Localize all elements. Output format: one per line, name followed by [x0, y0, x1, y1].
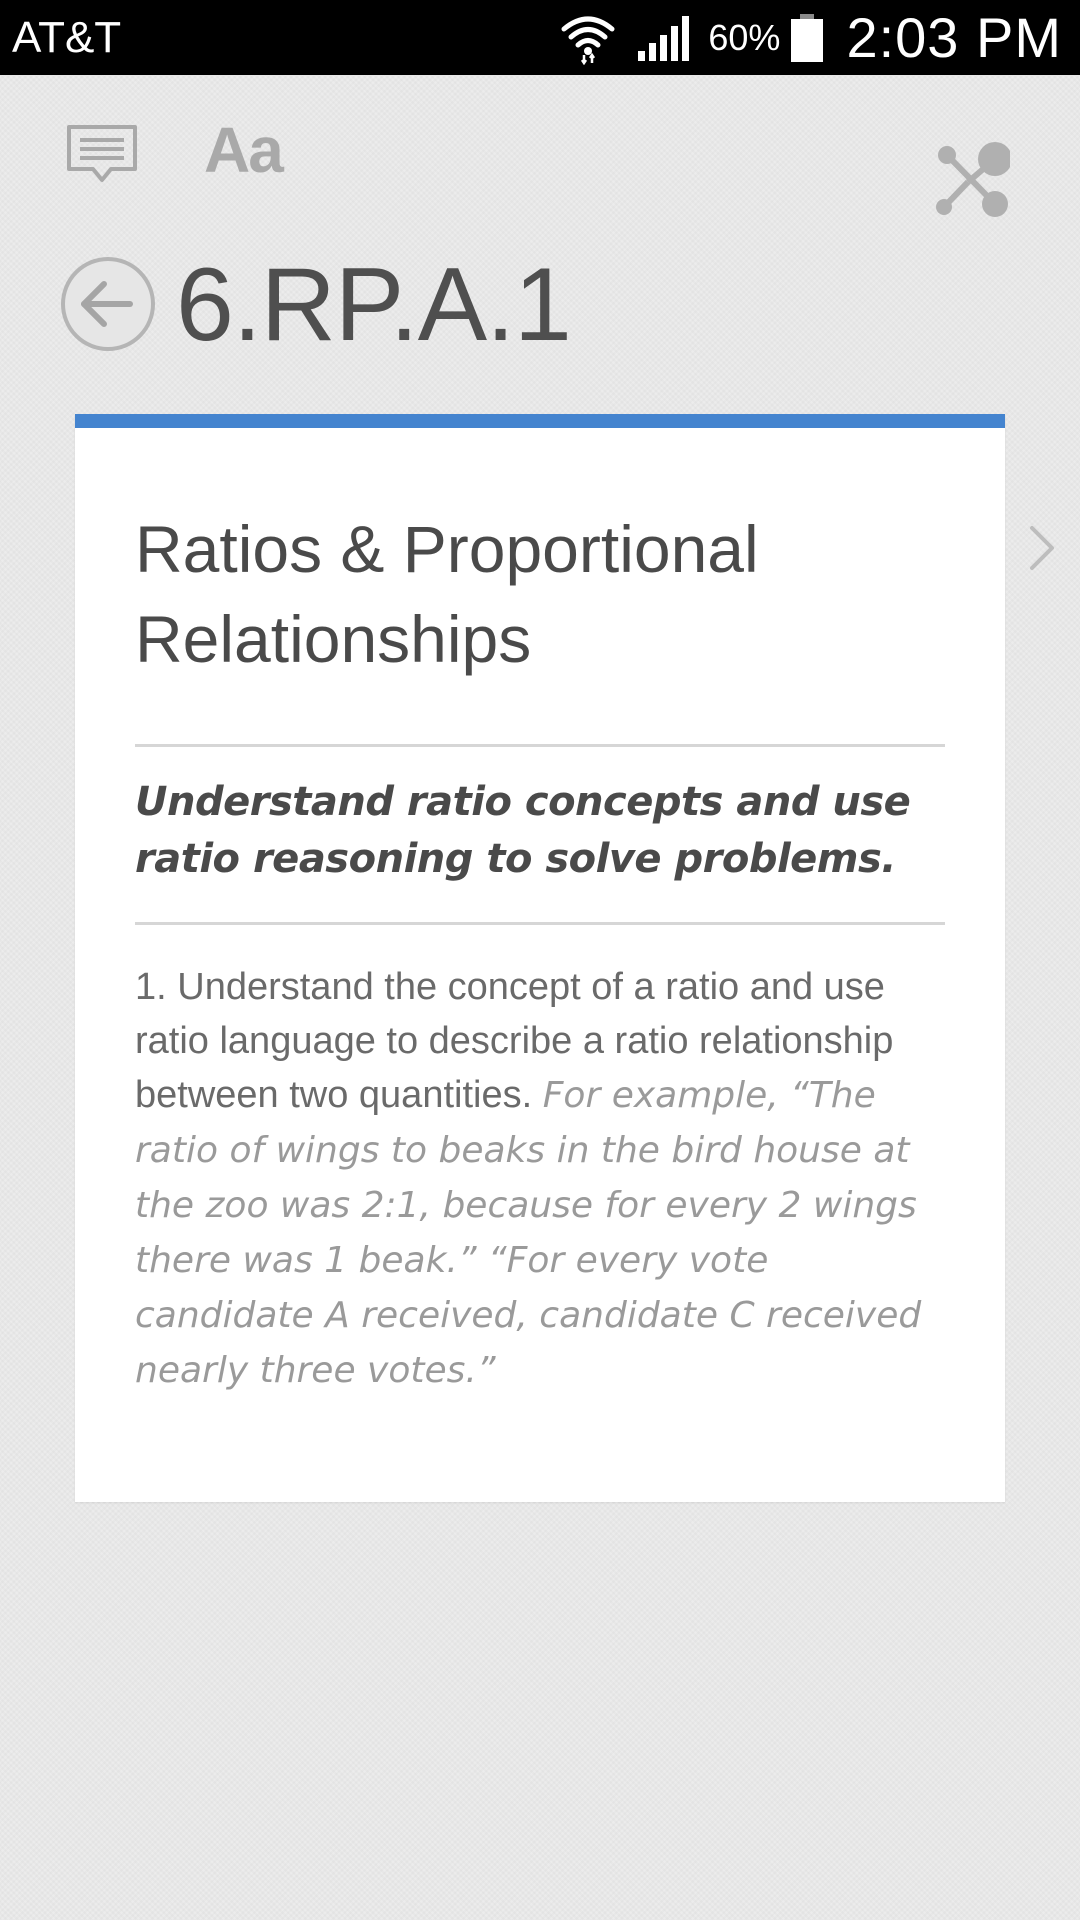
page-title: 6.RP.A.1: [176, 247, 571, 363]
battery-icon: [790, 13, 824, 63]
wifi-icon: [560, 11, 616, 65]
standard-card: [75, 414, 1005, 1502]
status-indicators: [560, 0, 1062, 75]
back-button[interactable]: [60, 256, 156, 352]
standard-description: [135, 960, 955, 1398]
standard-example: For example, “The ratio of wings to beaks in the bird house at the zoo was 2:1, because for every 2 wings there was 1 beak.” “For every vote candidate A received, candidate C received nearly three votes.”: [135, 1075, 922, 1391]
cluster-heading: Understand ratio concepts and use ratio reasoning to solve problems.: [135, 779, 911, 882]
font-size-button[interactable]: Aa: [204, 114, 282, 186]
battery-percent: 60%: [708, 16, 781, 58]
cell-signal-icon: [636, 13, 694, 63]
domain-title: Ratios & Proportional Relationships: [135, 512, 759, 676]
carrier-name: AT&T: [12, 13, 122, 62]
chevron-right-icon[interactable]: [1024, 522, 1060, 574]
divider: [135, 744, 945, 747]
share-icon[interactable]: [930, 138, 1010, 222]
status-bar: [0, 0, 1080, 75]
standard-statement: 1. Understand the concept of a ratio and use ratio language to describe a ratio relationship between two quantities.: [135, 966, 894, 1116]
clock-time: 2:03 PM: [846, 6, 1062, 69]
comment-icon[interactable]: [66, 124, 138, 186]
divider: [135, 922, 945, 925]
